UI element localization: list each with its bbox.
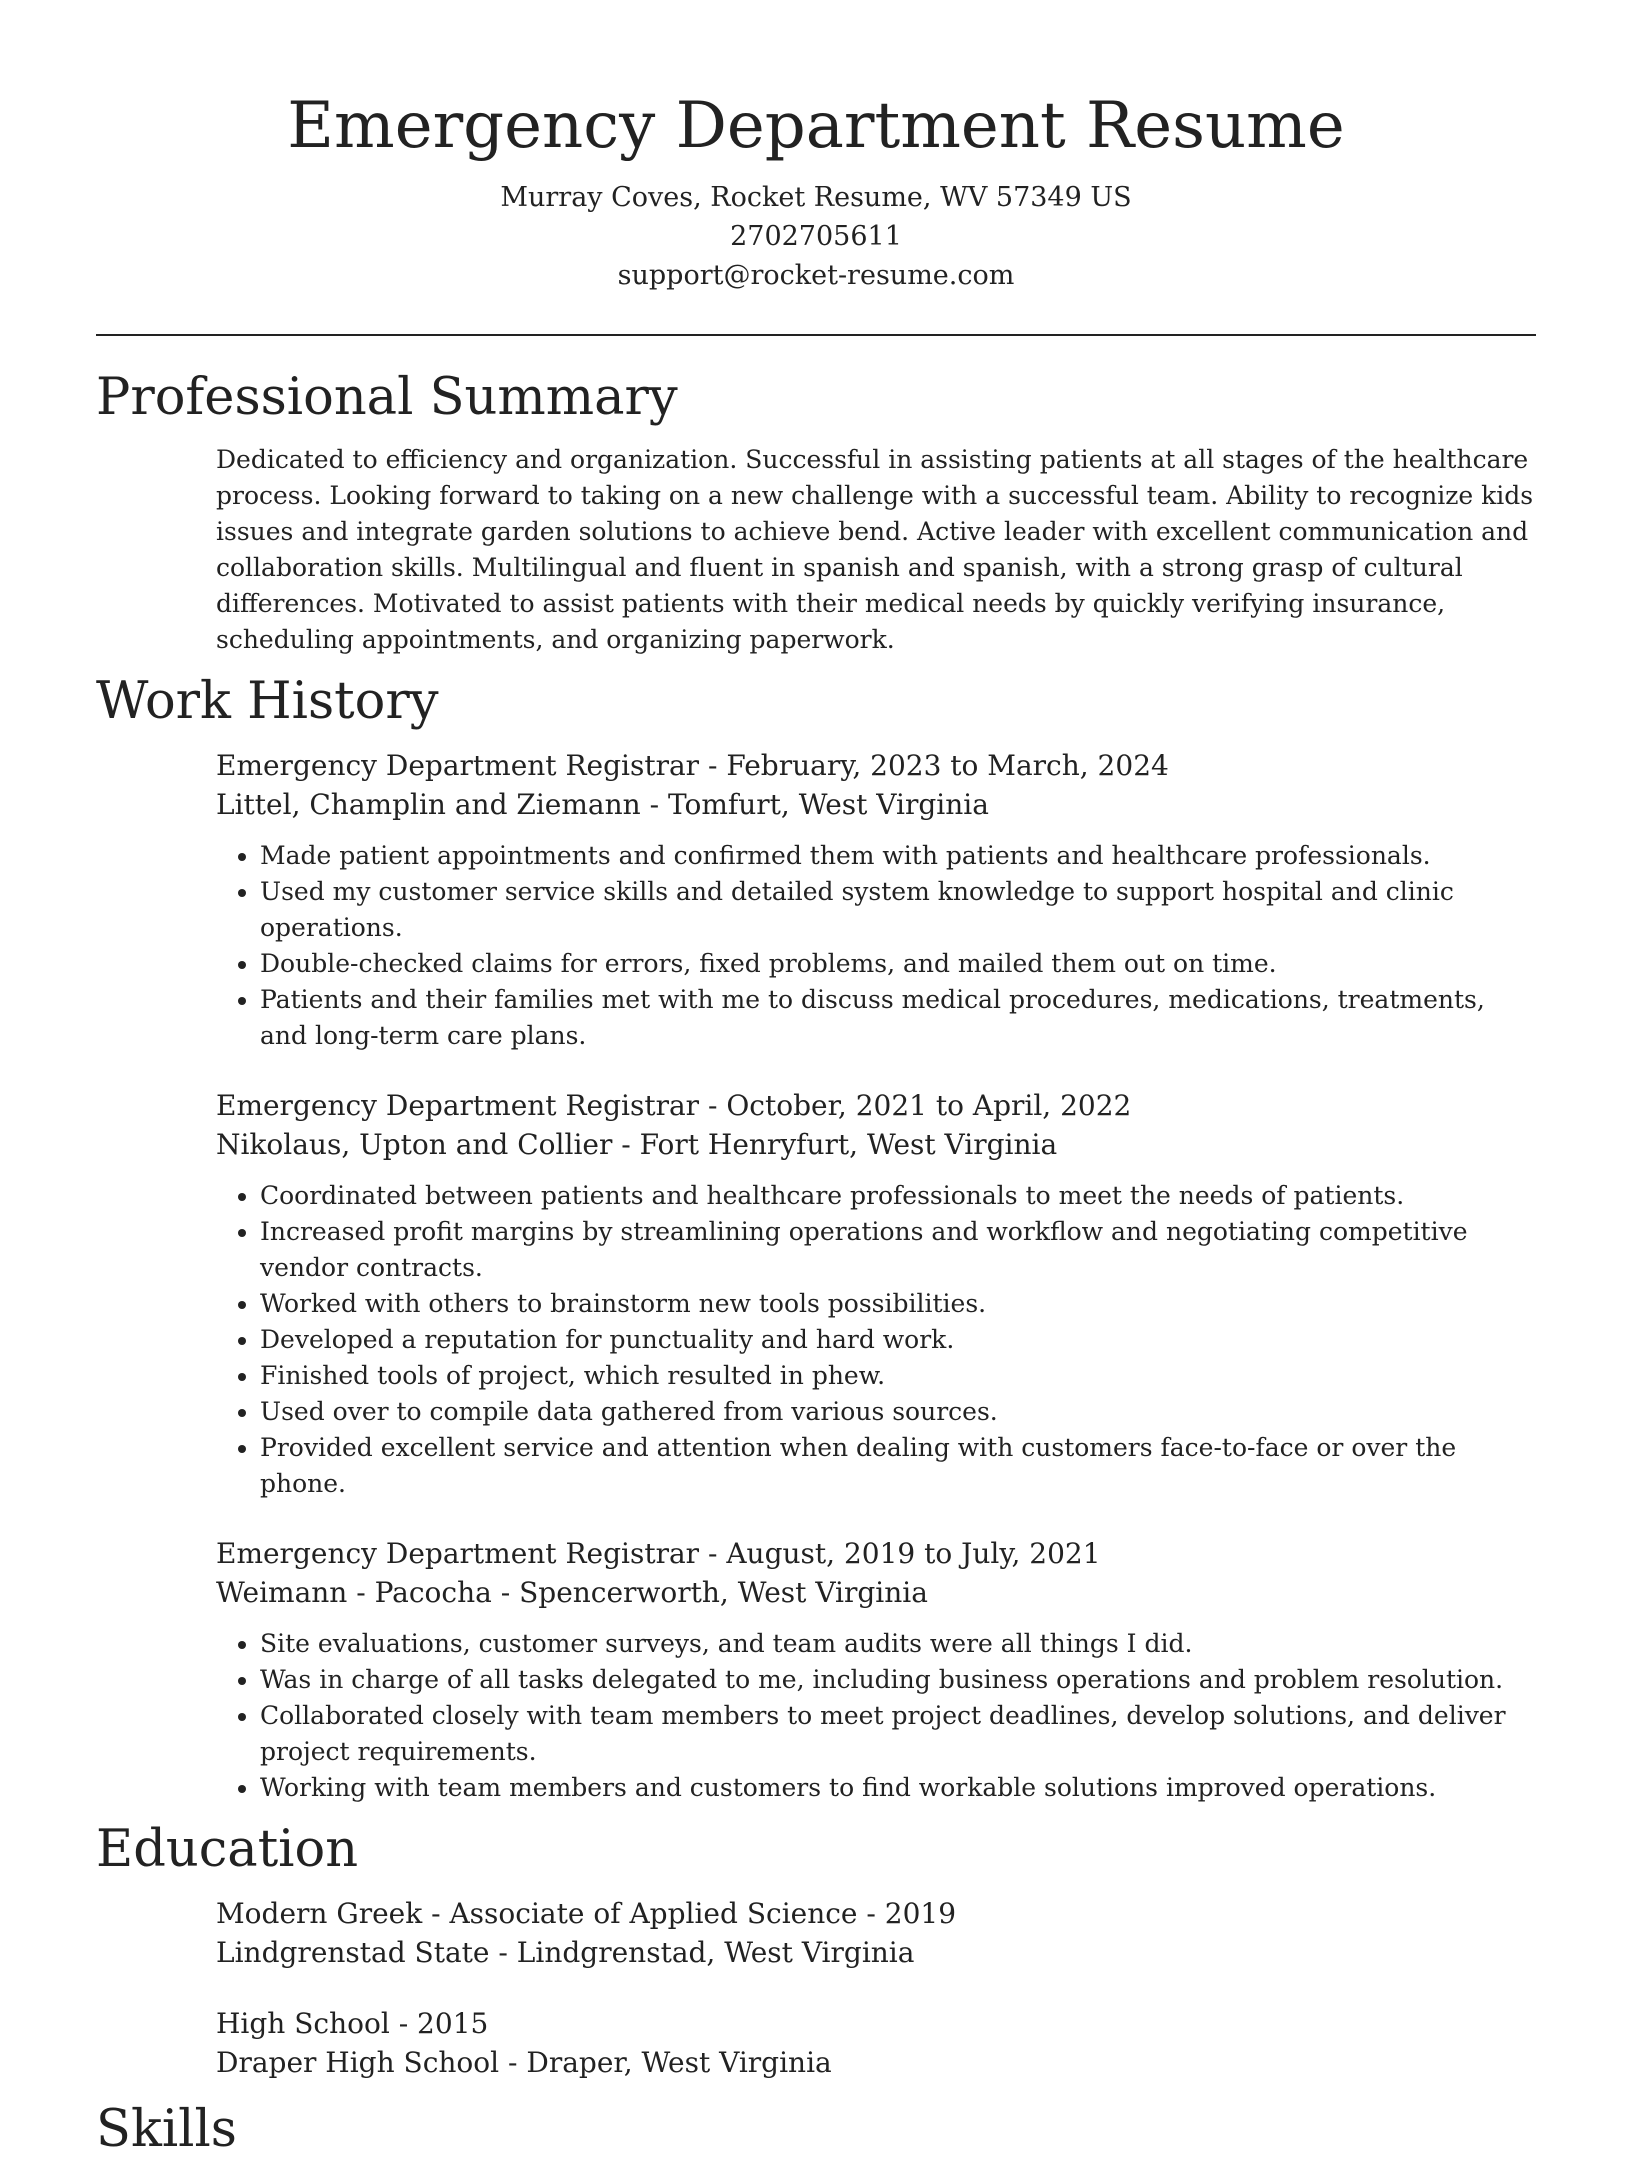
education-degree-line [216,2004,1536,2043]
job-title-line [216,1086,1536,1125]
job-entry [216,1534,1536,1806]
education-section [96,1818,1536,2082]
job-dates: - August, 2019 to July, 2021 [699,1537,1101,1570]
job-company: Nikolaus, Upton and Collier [216,1128,613,1161]
education-entry [216,2004,1536,2082]
job-bullet: • Provided excellent service and attention when dealing with customers face-to-face or over the phone. [260,1430,1536,1502]
summary-heading: Professional Summary [96,368,678,427]
contact-info [96,178,1536,295]
job-title-line [216,746,1536,785]
job-company-line [216,785,1536,824]
skills-heading: Skills [96,2100,237,2159]
job-company-line [216,1573,1536,1612]
job-company: Weimann - Pacocha [216,1576,492,1609]
resume-header [96,0,1536,295]
summary-text: Dedicated to efficiency and organization. Successful in assisting patients at all stages of the healthcare process. Looking forward to taking on a new challenge with a successful team. Ability to recognize kids issues and integrate garden solutions to achieve bend. Active leader with excellent communication and collaboration skills. Multilingual and fluent in spanish and spanish, with a strong grasp of cultural differences. Motivated to assist patients with their medical needs by quickly verifying insurance, scheduling appointments, and organizing paperwork. [216,445,1534,654]
summary-section [96,366,1536,658]
job-bullets [216,1626,1536,1806]
job-bullet: • Site evaluations, customer surveys, and team audits were all things I did. [260,1626,1536,1662]
job-dates: - October, 2021 to April, 2022 [699,1089,1132,1122]
job-bullet: • Coordinated between patients and healthcare professionals to meet the needs of patients. [260,1178,1536,1214]
education-degree-line [216,1894,1536,1933]
job-bullets [216,838,1536,1054]
job-entry [216,1086,1536,1502]
contact-email: support@rocket-resume.com [617,260,1015,291]
education-degree: High School [216,2007,390,2040]
job-bullet: • Was in charge of all tasks delegated to me, including business operations and problem resolution. [260,1662,1536,1698]
job-bullet: • Used over to compile data gathered from various sources. [260,1394,1536,1430]
header-divider [96,334,1536,336]
job-location: - Tomfurt, West Virginia [640,788,989,821]
job-bullet: • Working with team members and customers to find workable solutions improved operations. [260,1770,1536,1806]
job-role: Emergency Department Registrar [216,1089,700,1122]
resume-title: Emergency Department Resume [287,89,1345,163]
education-entry [216,1894,1536,1972]
job-role: Emergency Department Registrar [216,749,700,782]
job-company-line [216,1125,1536,1164]
job-bullet: • Finished tools of project, which resulted in phew. [260,1358,1536,1394]
job-dates: - February, 2023 to March, 2024 [699,749,1169,782]
job-location: - Spencerworth, West Virginia [491,1576,928,1609]
work-history-heading: Work History [96,672,439,731]
job-bullet: • Collaborated closely with team members to meet project deadlines, develop solutions, and deliver project requirements. [260,1698,1536,1770]
job-bullet: • Developed a reputation for punctuality and hard work. [260,1322,1536,1358]
contact-address: Murray Coves, Rocket Resume, WV 57349 US [500,182,1132,213]
education-degree: Modern Greek - Associate of Applied Science [216,1897,858,1930]
education-school-line [216,2043,1536,2082]
job-location: - Fort Henryfurt, West Virginia [612,1128,1058,1161]
job-title-line [216,1534,1536,1573]
contact-phone: 2702705611 [730,221,902,252]
job-bullet: • Worked with others to brainstorm new tools possibilities. [260,1286,1536,1322]
education-year: - 2015 [389,2007,489,2040]
education-location: - Draper, West Virginia [499,2046,832,2079]
job-bullet: • Double-checked claims for errors, fixed problems, and mailed them out on time. [260,946,1536,982]
job-entry [216,746,1536,1054]
job-role: Emergency Department Registrar [216,1537,700,1570]
job-bullet: • Used my customer service skills and detailed system knowledge to support hospital and clinic operations. [260,874,1536,946]
work-history-section [96,670,1536,1806]
education-location: - Lindgrenstad, West Virginia [489,1936,915,1969]
skills-section [96,2098,1536,2162]
education-heading: Education [96,1820,359,1879]
resume-page [96,0,1536,2162]
job-bullet: • Patients and their families met with me to discuss medical procedures, medications, treatments, and long-term care plans. [260,982,1536,1054]
job-bullet: • Made patient appointments and confirmed them with patients and healthcare professionals. [260,838,1536,874]
education-school: Lindgrenstad State [216,1936,490,1969]
job-bullets [216,1178,1536,1502]
job-company: Littel, Champlin and Ziemann [216,788,641,821]
education-year: - 2019 [857,1897,957,1930]
job-bullet: • Increased profit margins by streamlining operations and workflow and negotiating competitive vendor contracts. [260,1214,1536,1286]
education-school-line [216,1933,1536,1972]
education-school: Draper High School [216,2046,500,2079]
